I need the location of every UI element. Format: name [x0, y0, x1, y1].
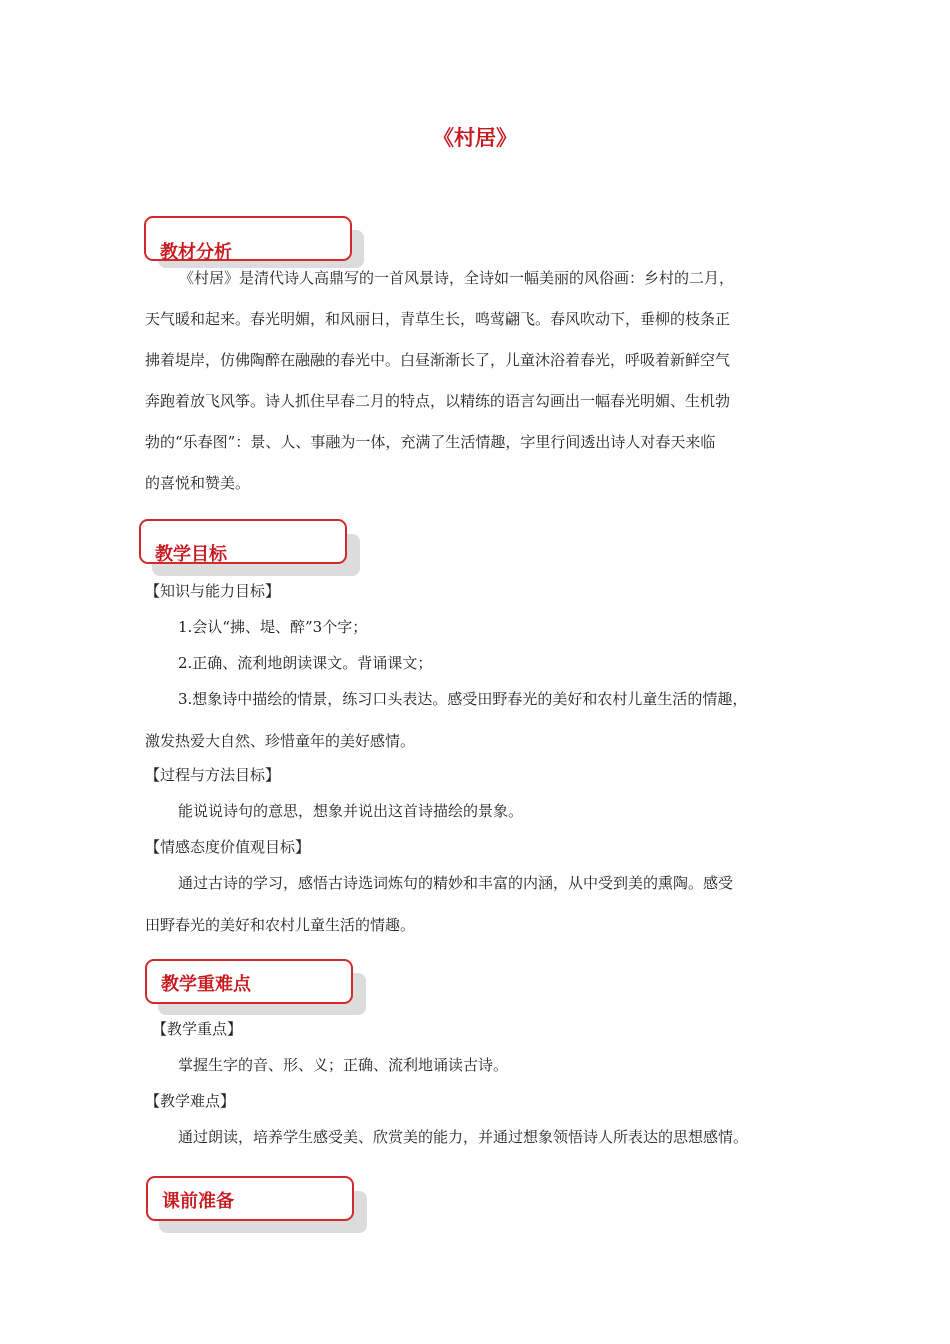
- goal-item-continuation: 激发热爱大自然、珍惜童年的美好感情。: [145, 732, 416, 750]
- section-heading: 教学目标: [155, 544, 227, 565]
- section-heading: 教学重难点: [161, 974, 251, 995]
- section-heading: 课前准备: [162, 1191, 234, 1212]
- subsection-label-difficult: 【教学难点】: [145, 1092, 236, 1110]
- paragraph-line: 拂着堤岸，仿佛陶醉在融融的春光中。白昼渐渐长了，儿童沐浴着春光，呼吸着新鲜空气: [145, 351, 731, 369]
- difficult-text: 通过朗读，培养学生感受美、欣赏美的能力，并通过想象领悟诗人所表达的思想感情。: [178, 1128, 749, 1146]
- paragraph-line: 勃的“乐春图”：景、人、事融为一体，充满了生活情趣，字里行间透出诗人对春天来临: [145, 433, 716, 451]
- section-header-goals: [139, 519, 347, 564]
- paragraph-line: 《村居》是清代诗人高鼎写的一首风景诗，全诗如一幅美丽的风俗画：乡村的二月，: [179, 269, 735, 287]
- section-header-keypoints: [145, 959, 353, 1004]
- subsection-label-process: 【过程与方法目标】: [145, 766, 281, 784]
- emotion-text: 通过古诗的学习，感悟古诗选词炼句的精妙和丰富的内涵，从中受到美的熏陶。感受: [178, 874, 734, 892]
- process-text: 能说说诗句的意思，想象并说出这首诗描绘的景象。: [178, 802, 524, 820]
- paragraph-line: 的喜悦和赞美。: [145, 474, 251, 492]
- document-title: 《村居》: [433, 126, 517, 150]
- section-header-analysis: [144, 216, 352, 261]
- goal-item: 1.会认“拂、堤、醉”3个字；: [178, 618, 368, 636]
- goal-item: 3.想象诗中描绘的情景，练习口头表达。感受田野春光的美好和农村儿童生活的情趣，: [178, 690, 748, 708]
- goal-item: 2.正确、流利地朗读课文。背诵课文；: [178, 654, 433, 672]
- paragraph-line: 奔跑着放飞风筝。诗人抓住早春二月的特点，以精练的语言勾画出一幅春光明媚、生机勃: [145, 392, 731, 410]
- section-heading: 教材分析: [160, 242, 232, 263]
- section-header-prep: [146, 1176, 354, 1221]
- emotion-text: 田野春光的美好和农村儿童生活的情趣。: [145, 916, 416, 934]
- paragraph-line: 天气暖和起来。春光明媚，和风丽日，青草生长，鸣莺翩飞。春风吹动下，垂柳的枝条正: [145, 310, 731, 328]
- subsection-label-emotion: 【情感态度价值观目标】: [145, 838, 311, 856]
- subsection-label-knowledge: 【知识与能力目标】: [145, 582, 281, 600]
- key-text: 掌握生字的音、形、义；正确、流利地诵读古诗。: [178, 1056, 509, 1074]
- subsection-label-key: 【教学重点】: [152, 1020, 243, 1038]
- analysis-paragraph: [145, 258, 825, 504]
